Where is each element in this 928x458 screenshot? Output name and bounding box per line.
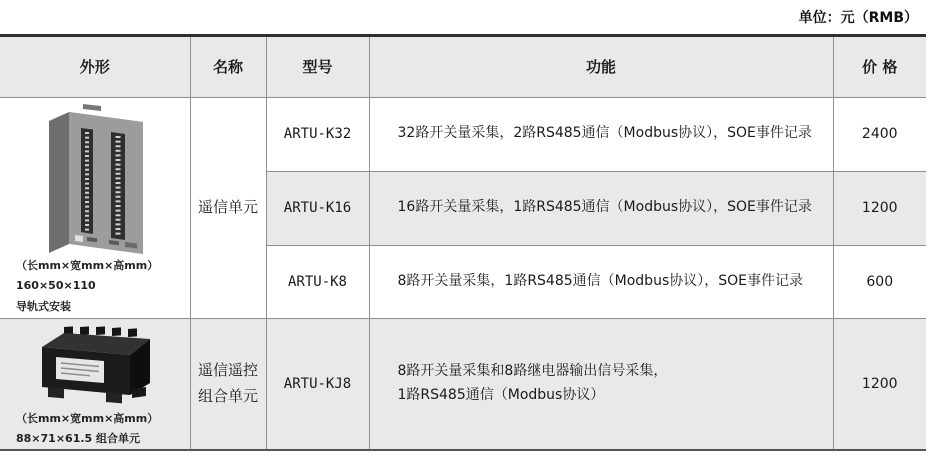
name-cell-remote-signaling: [190, 97, 266, 318]
function-cell: [369, 171, 833, 245]
function-cell: [369, 245, 833, 318]
product-price-table: [0, 37, 926, 449]
header-model: 型号: [266, 37, 369, 97]
din-rail-module-photo: [25, 104, 165, 254]
caption-dims-value: 160×50×110: [16, 279, 96, 293]
function-line: 32路开关量采集，2路RS485通信（Modbus协议），SOE事件记录: [397, 125, 812, 142]
product-group-name: 遥信单元: [197, 197, 258, 216]
header-function: 功能: [369, 37, 833, 97]
function-line: 8路开关量采集和8路继电器输出信号采集，: [397, 363, 668, 380]
name-cell-combined-unit: [190, 318, 266, 449]
caption-dims-value: 88×71×61.5 组合单元: [16, 431, 141, 445]
model-cell: ARTU-K8: [266, 245, 369, 318]
unit-label: 单位：元（RMB）: [798, 10, 918, 26]
header-row: [0, 37, 926, 97]
function-cell: [369, 97, 833, 171]
header-shape: 外形: [0, 37, 190, 97]
caption-dims-label: （长mm×宽mm×高mm）: [16, 411, 159, 425]
combined-unit-photo: [20, 321, 170, 407]
price-cell: 2400: [833, 97, 926, 171]
header-price: 价 格: [833, 37, 926, 97]
function-line: 8路开关量采集，1路RS485通信（Modbus协议），SOE事件记录: [397, 272, 803, 289]
price-table-container: [0, 34, 926, 451]
price-cell: 1200: [833, 171, 926, 245]
table-row: [0, 318, 926, 449]
shape-cell-combined-unit: [0, 318, 190, 449]
shape-cell-remote-signaling: [0, 97, 190, 318]
header-name: 名称: [190, 37, 266, 97]
shape-caption-1: [16, 256, 190, 317]
product-group-name-line: 组合单元: [197, 386, 258, 405]
function-line: 1路RS485通信（Modbus协议）: [397, 386, 605, 403]
model-cell: ARTU-KJ8: [266, 318, 369, 449]
function-cell: [369, 318, 833, 449]
product-group-name-line: 遥信遥控: [197, 361, 258, 380]
function-line: 16路开关量采集，1路RS485通信（Modbus协议），SOE事件记录: [397, 199, 812, 216]
caption-mount-type: 导轨式安装: [16, 299, 71, 313]
price-cell: 600: [833, 245, 926, 318]
price-cell: 1200: [833, 318, 926, 449]
caption-dims-label: （长mm×宽mm×高mm）: [16, 258, 159, 272]
model-cell: ARTU-K16: [266, 171, 369, 245]
model-cell: ARTU-K32: [266, 97, 369, 171]
shape-caption-2: [16, 409, 190, 450]
table-row: [0, 97, 926, 171]
